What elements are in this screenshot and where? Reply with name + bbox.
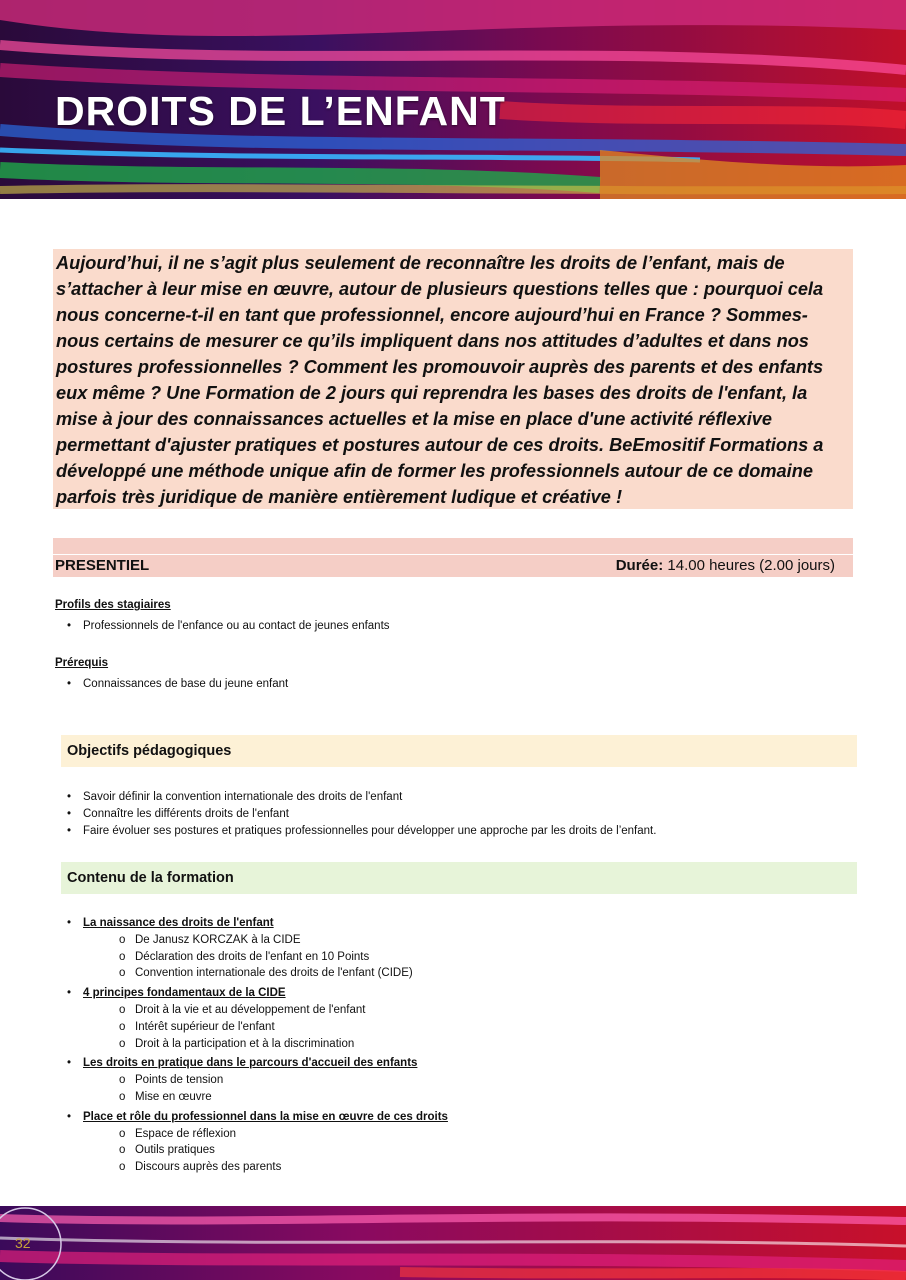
topic-item	[67, 915, 448, 932]
sub-item	[67, 949, 448, 966]
circle-bullet-icon: o	[119, 1020, 126, 1033]
circle-bullet-icon: o	[119, 950, 126, 963]
sub-text: Droit à la vie et au développement de l'enfant	[135, 1003, 366, 1016]
sub-text: Points de tension	[135, 1074, 224, 1087]
circle-bullet-icon: o	[119, 1127, 126, 1140]
sub-item	[67, 1159, 448, 1176]
objectif-text: Savoir définir la convention internationale des droits de l'enfant	[83, 791, 403, 803]
bullet-icon: •	[67, 917, 72, 929]
profils-item: Professionnels de l'enfance ou au contact de jeunes enfants	[83, 620, 390, 632]
footer-light-streaks-image	[0, 1206, 906, 1280]
circle-bullet-icon: o	[119, 1161, 126, 1174]
presentiel-bar	[53, 555, 853, 577]
contenu-list	[67, 915, 448, 1176]
sub-text: Outils pratiques	[135, 1144, 215, 1157]
sub-text: Mise en œuvre	[135, 1090, 212, 1103]
topic-item	[67, 1109, 448, 1126]
list-item	[67, 789, 656, 806]
sub-item	[67, 1126, 448, 1143]
circle-bullet-icon: o	[119, 1090, 126, 1103]
bullet-icon: •	[67, 678, 72, 690]
circle-bullet-icon: o	[119, 933, 126, 946]
topic-title: 4 principes fondamentaux de la CIDE	[83, 987, 286, 1000]
topic-title: Place et rôle du professionnel dans la mise en œuvre de ces droits	[83, 1110, 448, 1123]
intro-box	[53, 249, 853, 509]
objectif-text: Faire évoluer ses postures et pratiques professionnelles pour développer une approche par les droits de l’enfant.	[83, 824, 657, 837]
prerequis-label: Prérequis	[55, 657, 109, 669]
sub-item	[67, 965, 448, 982]
page-number: 32	[15, 1235, 31, 1251]
list-item	[67, 806, 656, 823]
bullet-icon: •	[67, 1110, 72, 1123]
topic-title: La naissance des droits de l'enfant	[83, 917, 274, 929]
sub-text: Discours auprès des parents	[135, 1161, 282, 1174]
prerequis-item: Connaissances de base du jeune enfant	[83, 678, 289, 690]
sub-item	[67, 1019, 448, 1036]
objectif-text: Connaître les différents droits de l'enfant	[83, 807, 289, 820]
sub-item	[67, 932, 448, 949]
sub-item	[67, 1089, 448, 1106]
profils-label: Profils des stagiaires	[55, 599, 171, 611]
sub-text: Droit à la participation et à la discrimination	[135, 1037, 355, 1050]
topic-title: Les droits en pratique dans le parcours d'accueil des enfants	[83, 1057, 418, 1070]
bullet-icon: •	[67, 620, 72, 632]
sub-item	[67, 1142, 448, 1159]
circle-bullet-icon: o	[119, 1003, 126, 1016]
objectifs-list	[67, 789, 656, 839]
duration-label: Durée:	[615, 557, 664, 574]
duration	[616, 555, 835, 577]
bullet-icon: •	[67, 1057, 72, 1070]
contenu-heading: Contenu de la formation	[61, 862, 857, 894]
sub-item	[67, 1036, 448, 1053]
bullet-icon: •	[67, 807, 72, 820]
sub-item	[67, 1002, 448, 1019]
list-item	[67, 823, 656, 840]
circle-bullet-icon: o	[119, 1037, 126, 1050]
topic-item	[67, 985, 448, 1002]
sub-item	[67, 1072, 448, 1089]
bullet-icon: •	[67, 987, 72, 1000]
sub-text: Espace de réflexion	[135, 1127, 237, 1140]
bullet-icon: •	[67, 791, 72, 803]
duration-value: 14.00 heures (2.00 jours)	[667, 557, 835, 574]
list-item	[67, 618, 390, 635]
list-item	[67, 676, 288, 693]
mode-label: PRESENTIEL	[55, 557, 150, 574]
objectifs-heading: Objectifs pédagogiques	[61, 735, 857, 767]
bullet-icon: •	[67, 824, 72, 837]
circle-bullet-icon: o	[119, 967, 126, 980]
sub-text: De Janusz KORCZAK à la CIDE	[135, 933, 301, 946]
circle-bullet-icon: o	[119, 1074, 126, 1087]
sub-text: Convention internationale des droits de l'enfant (CIDE)	[135, 967, 413, 980]
footer-banner	[0, 1206, 906, 1280]
page-title: DROITS DE L’ENFANT	[55, 88, 506, 134]
sub-text: Intérêt supérieur de l'enfant	[135, 1020, 275, 1033]
circle-bullet-icon: o	[119, 1144, 126, 1157]
sub-text: Déclaration des droits de l'enfant en 10 Points	[135, 950, 370, 963]
topic-item	[67, 1055, 448, 1072]
presentiel-bar-top	[53, 538, 853, 554]
intro-text: Aujourd’hui, il ne s’agit plus seulement de reconnaître les droits de l’enfant, mais de s’attacher à leur mise en œuvre, autour de plusieurs questions telles que : pourquoi cela nous concerne-t-il en tant que professionnel, encore aujourd’hui en France ? Sommes-nous certains de mesurer ce qu’ils impliquent dans nos attitudes d’adultes et dans nos postures professionnelles ? Comment les promouvoir auprès des parents et des enfants eux même ? Une Formation de 2 jours qui reprendra les bases des droits de l'enfant, la mise à jour des connaissances actuelles et la mise en place d'une activité réflexive permettant d'ajuster pratiques et postures autour de ces droits. BeEmositif Formations a développé une méthode unique afin de former les professionnels autour de ce domaine parfois très juridique de manière entièrement ludique et créative !	[56, 253, 824, 507]
